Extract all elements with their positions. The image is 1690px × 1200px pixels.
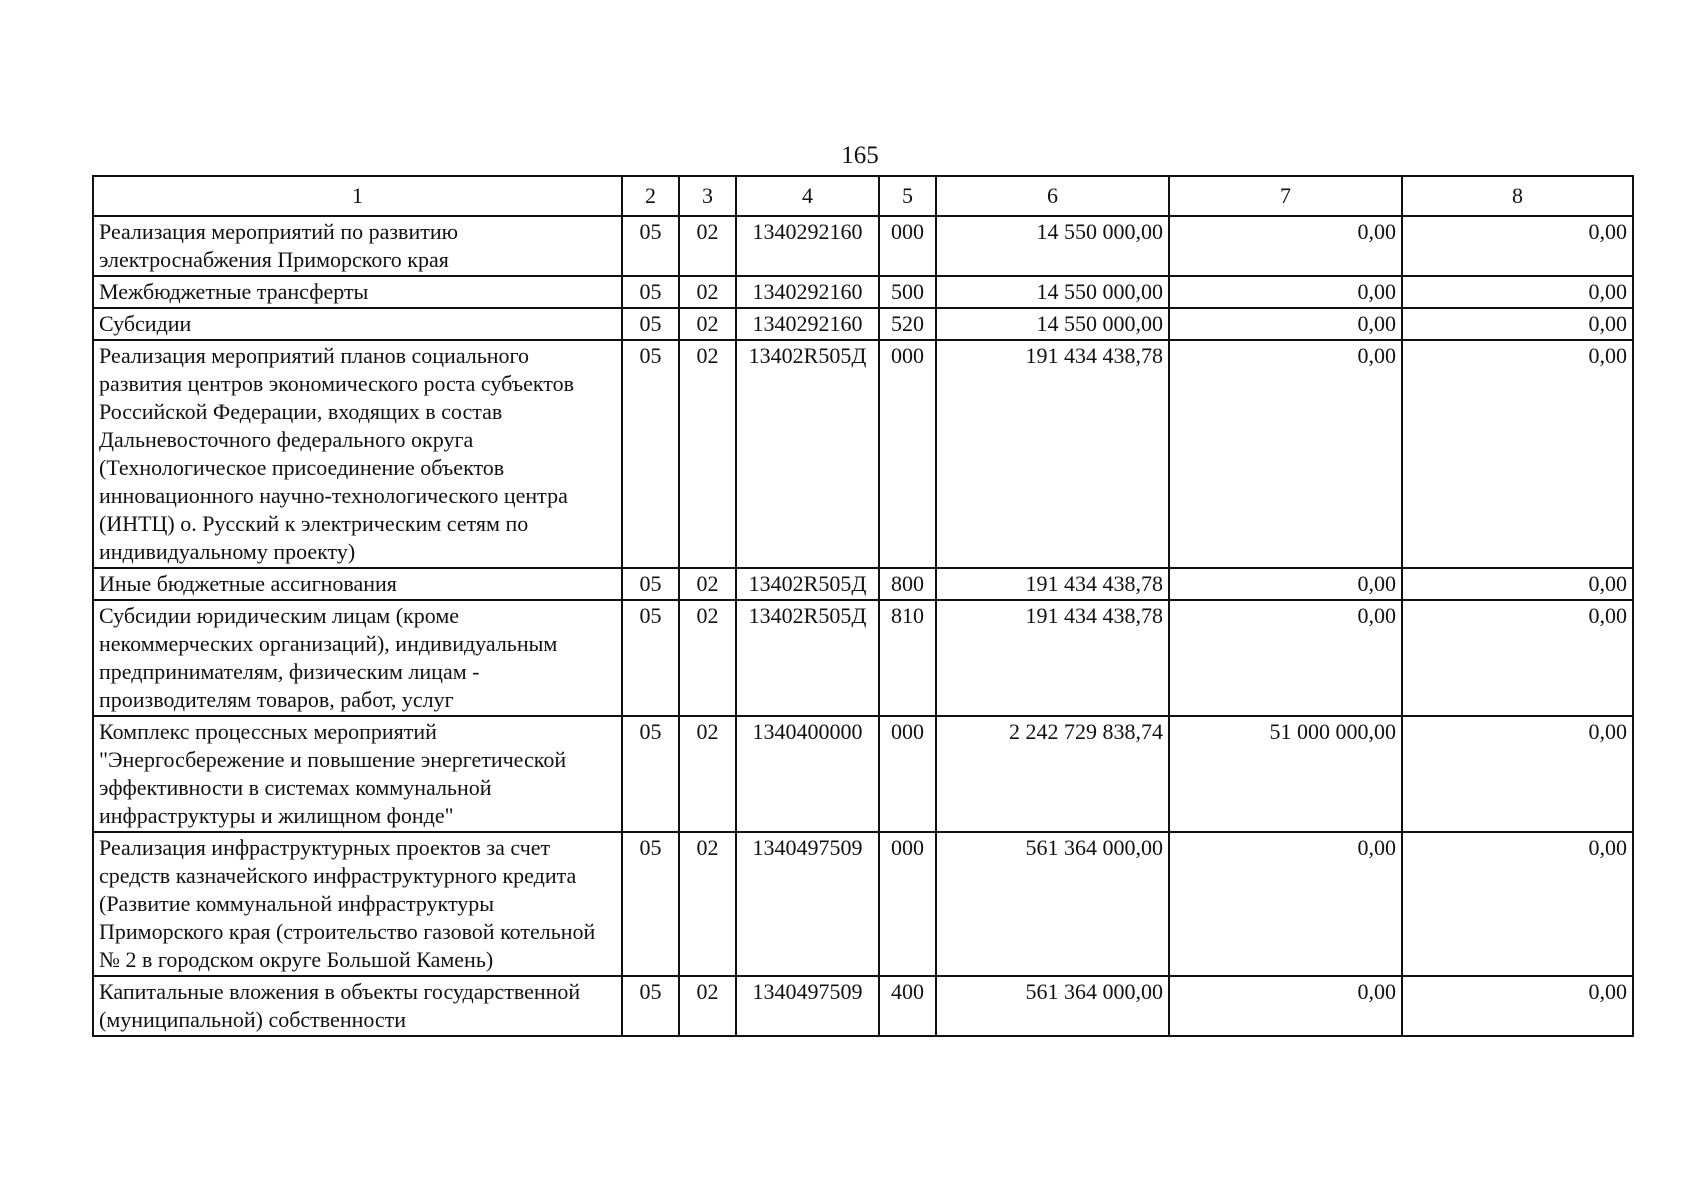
section-code-cell: 05 (622, 276, 679, 308)
subsection-code-cell: 02 (679, 716, 736, 832)
amount-cell: 0,00 (1402, 276, 1633, 308)
amount-cell: 0,00 (1169, 568, 1402, 600)
expense-type-cell: 810 (879, 600, 936, 716)
row-name-cell: Межбюджетные трансферты (93, 276, 622, 308)
column-header: 5 (879, 176, 936, 216)
amount-cell: 0,00 (1169, 308, 1402, 340)
section-code-cell: 05 (622, 832, 679, 976)
section-code-cell: 05 (622, 716, 679, 832)
page-number: 165 (841, 142, 879, 169)
expense-type-cell: 520 (879, 308, 936, 340)
table-row (93, 216, 1633, 276)
column-header: 8 (1402, 176, 1633, 216)
amount-cell: 0,00 (1169, 976, 1402, 1036)
expense-type-cell: 000 (879, 340, 936, 568)
target-article-cell: 1340292160 (736, 276, 879, 308)
column-header: 3 (679, 176, 736, 216)
target-article-cell: 1340497509 (736, 976, 879, 1036)
expense-type-cell: 000 (879, 832, 936, 976)
amount-cell: 51 000 000,00 (1169, 716, 1402, 832)
budget-table (92, 175, 1634, 1037)
table-row (93, 308, 1633, 340)
table-row (93, 976, 1633, 1036)
amount-cell: 0,00 (1402, 216, 1633, 276)
expense-type-cell: 000 (879, 716, 936, 832)
amount-cell: 0,00 (1402, 832, 1633, 976)
amount-cell: 0,00 (1402, 568, 1633, 600)
row-name-cell: Субсидии юридическим лицам (кроме некоммерческих организаций), индивидуальным предпринимателям, физическим лицам - производителям товаров, работ, услуг (93, 600, 622, 716)
subsection-code-cell: 02 (679, 976, 736, 1036)
amount-cell: 561 364 000,00 (936, 976, 1169, 1036)
amount-cell: 0,00 (1169, 216, 1402, 276)
table-row (93, 568, 1633, 600)
table-row (93, 716, 1633, 832)
amount-cell: 0,00 (1169, 340, 1402, 568)
table-row (93, 600, 1633, 716)
row-name-cell: Комплекс процессных мероприятий "Энергосбережение и повышение энергетической эффективности в системах коммунальной инфраструктуры и жилищном фонде" (93, 716, 622, 832)
expense-type-cell: 500 (879, 276, 936, 308)
amount-cell: 0,00 (1169, 600, 1402, 716)
section-code-cell: 05 (622, 340, 679, 568)
subsection-code-cell: 02 (679, 568, 736, 600)
section-code-cell: 05 (622, 216, 679, 276)
row-name-cell: Реализация мероприятий планов социального развития центров экономического роста субъектов Российской Федерации, входящих в состав Дальневосточного федерального округа (Технологическое присоединение объектов инновационного научно-технологического центра (ИНТЦ) о. Русский к электрическим сетям по индивидуальному проекту) (93, 340, 622, 568)
amount-cell: 0,00 (1169, 832, 1402, 976)
section-code-cell: 05 (622, 600, 679, 716)
section-code-cell: 05 (622, 976, 679, 1036)
section-code-cell: 05 (622, 568, 679, 600)
target-article-cell: 1340292160 (736, 308, 879, 340)
target-article-cell: 1340497509 (736, 832, 879, 976)
expense-type-cell: 400 (879, 976, 936, 1036)
table-row (93, 832, 1633, 976)
amount-cell: 14 550 000,00 (936, 276, 1169, 308)
amount-cell: 561 364 000,00 (936, 832, 1169, 976)
column-header: 7 (1169, 176, 1402, 216)
subsection-code-cell: 02 (679, 832, 736, 976)
column-header: 4 (736, 176, 879, 216)
amount-cell: 14 550 000,00 (936, 216, 1169, 276)
amount-cell: 0,00 (1402, 976, 1633, 1036)
amount-cell: 0,00 (1402, 600, 1633, 716)
table-row (93, 340, 1633, 568)
target-article-cell: 13402R505Д (736, 340, 879, 568)
subsection-code-cell: 02 (679, 340, 736, 568)
amount-cell: 14 550 000,00 (936, 308, 1169, 340)
expense-type-cell: 800 (879, 568, 936, 600)
table-row (93, 276, 1633, 308)
amount-cell: 2 242 729 838,74 (936, 716, 1169, 832)
column-header: 1 (93, 176, 622, 216)
section-code-cell: 05 (622, 308, 679, 340)
row-name-cell: Капитальные вложения в объекты государственной (муниципальной) собственности (93, 976, 622, 1036)
amount-cell: 191 434 438,78 (936, 340, 1169, 568)
expense-type-cell: 000 (879, 216, 936, 276)
subsection-code-cell: 02 (679, 308, 736, 340)
subsection-code-cell: 02 (679, 600, 736, 716)
amount-cell: 0,00 (1169, 276, 1402, 308)
target-article-cell: 13402R505Д (736, 568, 879, 600)
row-name-cell: Субсидии (93, 308, 622, 340)
amount-cell: 0,00 (1402, 340, 1633, 568)
row-name-cell: Иные бюджетные ассигнования (93, 568, 622, 600)
target-article-cell: 1340292160 (736, 216, 879, 276)
subsection-code-cell: 02 (679, 276, 736, 308)
amount-cell: 0,00 (1402, 716, 1633, 832)
target-article-cell: 13402R505Д (736, 600, 879, 716)
amount-cell: 191 434 438,78 (936, 600, 1169, 716)
amount-cell: 191 434 438,78 (936, 568, 1169, 600)
column-header: 6 (936, 176, 1169, 216)
subsection-code-cell: 02 (679, 216, 736, 276)
header-row (93, 176, 1633, 216)
column-header: 2 (622, 176, 679, 216)
row-name-cell: Реализация мероприятий по развитию электроснабжения Приморского края (93, 216, 622, 276)
target-article-cell: 1340400000 (736, 716, 879, 832)
row-name-cell: Реализация инфраструктурных проектов за счет средств казначейского инфраструктурного кредита (Развитие коммунальной инфраструктуры Приморского края (строительство газовой котельной № 2 в городском округе Большой Камень) (93, 832, 622, 976)
amount-cell: 0,00 (1402, 308, 1633, 340)
